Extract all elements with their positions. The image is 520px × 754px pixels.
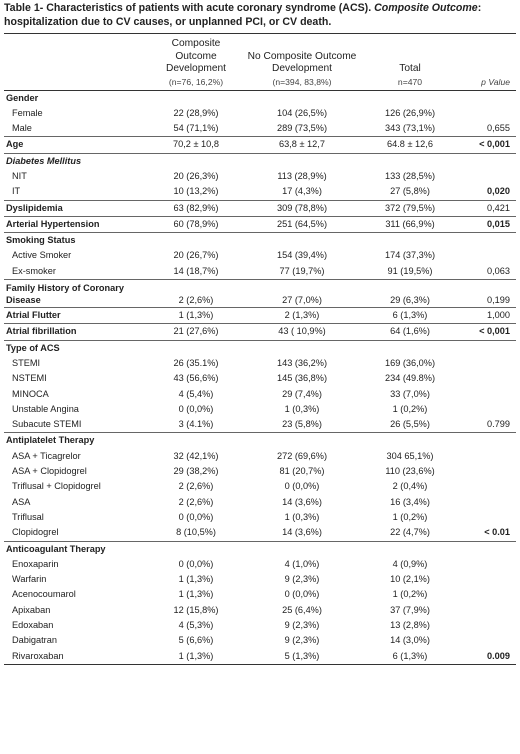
cell-total: 14 (3,0%) — [390, 635, 430, 646]
row-label: ASA — [12, 496, 31, 507]
cell-pvalue — [456, 371, 516, 386]
cell-total: 1 (0,2%) — [392, 511, 428, 522]
cell-pvalue — [456, 169, 516, 184]
section-label: Anticoagulant Therapy — [6, 543, 106, 554]
cell-pvalue: 0,199 — [487, 295, 510, 306]
table-row — [4, 587, 516, 602]
section-label — [4, 233, 152, 249]
table-row — [4, 603, 516, 618]
cell-no-composite: 1 (0,3%) — [284, 511, 320, 522]
table-row — [4, 324, 516, 340]
section-label: Antiplatelet Therapy — [6, 435, 95, 446]
cell-total: 13 (2,8%) — [390, 620, 430, 630]
row-label-line-2: Disease — [6, 295, 41, 306]
row-label: Warfarin — [12, 574, 47, 585]
cell-total: 33 (7,0%) — [390, 388, 430, 399]
table-row — [4, 371, 516, 386]
row-label: Ex-smoker — [12, 265, 56, 276]
cell-composite: 29 (38,2%) — [173, 466, 219, 477]
cell-pvalue: 0,063 — [487, 265, 510, 276]
cell-no-composite: 289 (73,5%) — [276, 123, 328, 134]
cell-pvalue — [456, 402, 516, 417]
cell-no-composite: 14 (3,6%) — [282, 496, 322, 507]
cell-pvalue — [456, 356, 516, 371]
table-row — [4, 387, 516, 402]
table-row — [4, 169, 516, 184]
row-label: Atrial Flutter — [6, 310, 61, 321]
cell-no-composite: 143 (36,2%) — [276, 357, 328, 368]
header-total-n: n=470 — [397, 76, 423, 87]
table-row — [4, 449, 516, 464]
cell-total: 110 (23,6%) — [385, 466, 435, 477]
header-no-composite-n: (n=394, 83,8%) — [272, 76, 332, 87]
cell-no-composite: 0 (0,0%) — [284, 589, 320, 600]
table-row — [4, 495, 516, 510]
table-row — [4, 572, 516, 587]
row-label: Unstable Angina — [12, 403, 79, 414]
section-gender — [4, 90, 516, 106]
cell-composite: 1 (1,3%) — [178, 574, 214, 585]
cell-no-composite: 14 (3,6%) — [282, 527, 322, 538]
cell-pvalue — [456, 464, 516, 479]
cell-total: 234 (49.8%) — [384, 373, 436, 384]
row-label: Edoxaban — [12, 620, 54, 630]
row-label: STEMI — [12, 357, 41, 368]
cell-composite: 4 (5,3%) — [178, 620, 214, 630]
cell-composite: 0 (0,0%) — [178, 558, 214, 569]
header-pvalue: p Value — [481, 76, 510, 87]
cell-pvalue — [456, 618, 516, 633]
section-type-acs — [4, 340, 516, 356]
row-label: Triflusal — [12, 511, 44, 522]
cell-total: 29 (6,3%) — [390, 295, 430, 306]
table-row — [4, 557, 516, 572]
caption-text-2: : hospitalization due to CV causes, or unplanned PCI, or CV death. — [4, 2, 482, 28]
caption-text: Table 1- Characteristics of patients with acute coronary syndrome (ACS). — [4, 2, 372, 14]
cell-composite: 21 (27,6%) — [173, 326, 219, 337]
cell-pvalue — [456, 495, 516, 510]
cell-total: 26 (5,5%) — [390, 419, 430, 430]
header-no-composite: No Composite Outcome Development — [247, 50, 357, 74]
row-label — [4, 280, 152, 308]
cell-pvalue: 0.799 — [487, 419, 510, 430]
cell-composite: 0 (0,0%) — [178, 403, 214, 414]
cell-total: 22 (4,7%) — [390, 527, 430, 538]
cell-pvalue — [456, 479, 516, 494]
cell-no-composite: 77 (19,7%) — [279, 265, 325, 276]
table-row — [4, 184, 516, 200]
header-n-row — [4, 76, 516, 91]
cell-composite: 32 (42,1%) — [173, 450, 219, 461]
table-row — [4, 479, 516, 494]
cell-total: 169 (36,0%) — [384, 357, 436, 368]
cell-composite: 8 (10,5%) — [176, 527, 216, 538]
header-blank — [4, 34, 152, 76]
cell-no-composite: 25 (6,4%) — [282, 604, 322, 615]
header-total: Total — [399, 63, 421, 74]
cell-composite: 5 (6,6%) — [178, 635, 214, 646]
cell-composite: 2 (2,6%) — [178, 481, 214, 492]
table-row — [4, 525, 516, 541]
row-label: ASA + Clopidogrel — [12, 466, 87, 477]
table-row — [4, 106, 516, 121]
cell-total: 174 (37,3%) — [384, 250, 436, 261]
characteristics-table — [4, 33, 516, 665]
cell-composite: 3 (4.1%) — [178, 419, 214, 430]
cell-pvalue — [456, 449, 516, 464]
cell-composite: 1 (1,3%) — [178, 310, 214, 321]
cell-pvalue: 0.009 — [487, 650, 510, 661]
cell-composite: 2 (2,6%) — [178, 295, 214, 306]
header-composite: Composite Outcome Development — [165, 38, 227, 74]
row-label: Dyslipidemia — [6, 202, 63, 213]
cell-no-composite: 63,8 ± 12,7 — [279, 139, 325, 150]
caption-italic: Composite Outcome — [374, 2, 478, 14]
cell-no-composite: 154 (39,4%) — [276, 250, 328, 261]
cell-total: 2 (0,4%) — [392, 481, 428, 492]
cell-no-composite: 4 (1,0%) — [284, 558, 320, 569]
cell-no-composite: 2 (1,3%) — [284, 310, 320, 321]
cell-total: 1 (0,2%) — [392, 403, 428, 414]
cell-composite: 60 (78,9%) — [173, 218, 219, 229]
table-row — [4, 464, 516, 479]
cell-total: 372 (79,5%) — [384, 202, 436, 213]
table-row — [4, 216, 516, 232]
cell-no-composite: 9 (2,3%) — [284, 620, 320, 630]
cell-pvalue — [456, 106, 516, 121]
table-row — [4, 402, 516, 417]
table-row — [4, 121, 516, 137]
cell-total: 64 (1,6%) — [390, 326, 430, 337]
header-row — [4, 34, 516, 76]
table-row — [4, 137, 516, 153]
cell-pvalue: < 0.01 — [484, 527, 510, 538]
cell-pvalue — [456, 633, 516, 648]
cell-composite: 14 (18,7%) — [173, 265, 219, 276]
section-diabetes — [4, 153, 516, 169]
table-row — [4, 248, 516, 263]
cell-composite: 70,2 ± 10,8 — [173, 139, 219, 150]
row-label: NIT — [12, 170, 27, 181]
row-label: Male — [12, 123, 32, 134]
row-label: Clopidogrel — [12, 527, 59, 538]
cell-no-composite: 104 (26,5%) — [276, 107, 328, 118]
cell-composite: 20 (26,3%) — [173, 170, 219, 181]
cell-total: 27 (5,8%) — [390, 186, 430, 197]
header-composite-n: (n=76, 16,2%) — [168, 76, 224, 87]
cell-pvalue: < 0,001 — [479, 139, 510, 150]
section-smoking — [4, 233, 516, 249]
section-label: Gender — [6, 92, 39, 103]
row-label-line-1: Family History of Coronary — [6, 283, 124, 294]
cell-composite: 0 (0,0%) — [178, 511, 214, 522]
cell-total: 126 (26,9%) — [384, 107, 436, 118]
row-label: Dabigatran — [12, 635, 57, 646]
cell-composite: 1 (1,3%) — [178, 589, 214, 600]
cell-composite: 2 (2,6%) — [178, 496, 214, 507]
cell-no-composite: 5 (1,3%) — [284, 650, 320, 661]
cell-no-composite: 9 (2,3%) — [284, 574, 320, 585]
row-label: NSTEMI — [12, 373, 47, 384]
cell-pvalue: 1,000 — [487, 310, 510, 321]
section-label: Type of ACS — [6, 342, 60, 353]
cell-composite: 43 (56,6%) — [173, 373, 219, 384]
cell-total: 4 (0,9%) — [392, 558, 428, 569]
cell-total: 16 (3,4%) — [390, 496, 430, 507]
cell-pvalue: 0,421 — [487, 202, 510, 213]
cell-no-composite: 1 (0,3%) — [284, 403, 320, 414]
row-label: Apixaban — [12, 604, 51, 615]
cell-total: 37 (7,9%) — [390, 604, 430, 615]
row-label: Age — [6, 139, 24, 150]
row-label: IT — [12, 186, 21, 197]
cell-pvalue — [456, 387, 516, 402]
cell-composite: 1 (1,3%) — [178, 650, 214, 661]
cell-composite: 22 (28,9%) — [173, 107, 219, 118]
table-row — [4, 649, 516, 665]
cell-composite: 63 (82,9%) — [173, 202, 219, 213]
section-antiplatelet — [4, 433, 516, 449]
table-row — [4, 510, 516, 525]
cell-no-composite: 309 (78,8%) — [276, 202, 328, 213]
table-row — [4, 200, 516, 216]
cell-composite: 10 (13,2%) — [173, 186, 219, 197]
row-label: Atrial fibrillation — [6, 326, 77, 337]
row-label: Active Smoker — [12, 250, 72, 261]
table-row — [4, 356, 516, 371]
row-label: Acenocoumarol — [12, 589, 76, 600]
cell-composite: 20 (26,7%) — [173, 250, 219, 261]
cell-composite: 4 (5,4%) — [178, 388, 214, 399]
row-label: Female — [12, 107, 43, 118]
cell-no-composite: 17 (4,3%) — [282, 186, 322, 197]
row-label: MINOCA — [12, 388, 49, 399]
cell-no-composite: 0 (0,0%) — [284, 481, 320, 492]
cell-total: 133 (28,5%) — [384, 170, 436, 181]
cell-no-composite: 9 (2,3%) — [284, 635, 320, 646]
header-blank-3 — [4, 76, 152, 91]
cell-no-composite: 113 (28,9%) — [277, 170, 327, 181]
cell-pvalue — [456, 587, 516, 602]
cell-pvalue: 0,015 — [487, 218, 510, 229]
cell-no-composite: 29 (7,4%) — [282, 388, 322, 399]
cell-pvalue — [456, 510, 516, 525]
table-row — [4, 308, 516, 324]
cell-pvalue: 0,655 — [487, 123, 510, 134]
section-label-text: Smoking Status — [6, 235, 76, 246]
table-row — [4, 417, 516, 433]
table-row — [4, 633, 516, 648]
cell-no-composite: 251 (64,5%) — [276, 218, 328, 229]
row-label: Rivaroxaban — [12, 650, 64, 661]
row-label: ASA + Ticagrelor — [12, 450, 81, 461]
row-label: Triflusal + Clopidogrel — [12, 481, 101, 492]
cell-no-composite: 23 (5,8%) — [282, 419, 322, 430]
cell-total: 91 (19,5%) — [387, 265, 433, 276]
cell-total: 10 (2,1%) — [390, 574, 430, 585]
header-blank-2 — [456, 34, 516, 76]
cell-composite: 26 (35.1%) — [173, 357, 219, 368]
cell-total: 6 (1,3%) — [392, 650, 428, 661]
cell-total: 1 (0,2%) — [392, 589, 428, 600]
cell-no-composite: 81 (20,7%) — [279, 466, 325, 477]
table-caption — [4, 0, 516, 29]
row-label: Arterial Hypertension — [6, 218, 100, 229]
table-row — [4, 280, 516, 308]
section-label: Diabetes Mellitus — [6, 155, 82, 166]
cell-pvalue — [456, 603, 516, 618]
cell-total: 343 (73,1%) — [384, 123, 436, 134]
cell-no-composite: 43 ( 10,9%) — [278, 326, 326, 337]
cell-total: 6 (1,3%) — [392, 310, 428, 321]
cell-total: 311 (66,9%) — [385, 218, 435, 229]
cell-no-composite: 145 (36,8%) — [276, 373, 328, 384]
cell-pvalue: 0,020 — [487, 186, 510, 197]
cell-pvalue — [456, 248, 516, 263]
cell-pvalue — [456, 572, 516, 587]
row-label: Enoxaparin — [12, 558, 59, 569]
cell-no-composite: 272 (69,6%) — [276, 450, 328, 461]
cell-composite: 54 (71,1%) — [173, 123, 219, 134]
cell-total: 304 65,1%) — [386, 450, 434, 461]
table-row — [4, 264, 516, 280]
row-label: Subacute STEMI — [12, 419, 82, 430]
section-anticoagulant — [4, 541, 516, 557]
cell-pvalue — [456, 557, 516, 572]
cell-composite: 12 (15,8%) — [173, 604, 219, 615]
cell-total: 64.8 ± 12,6 — [387, 139, 433, 150]
cell-no-composite: 27 (7,0%) — [282, 295, 322, 306]
table-row — [4, 618, 516, 633]
cell-pvalue: < 0,001 — [479, 326, 510, 337]
